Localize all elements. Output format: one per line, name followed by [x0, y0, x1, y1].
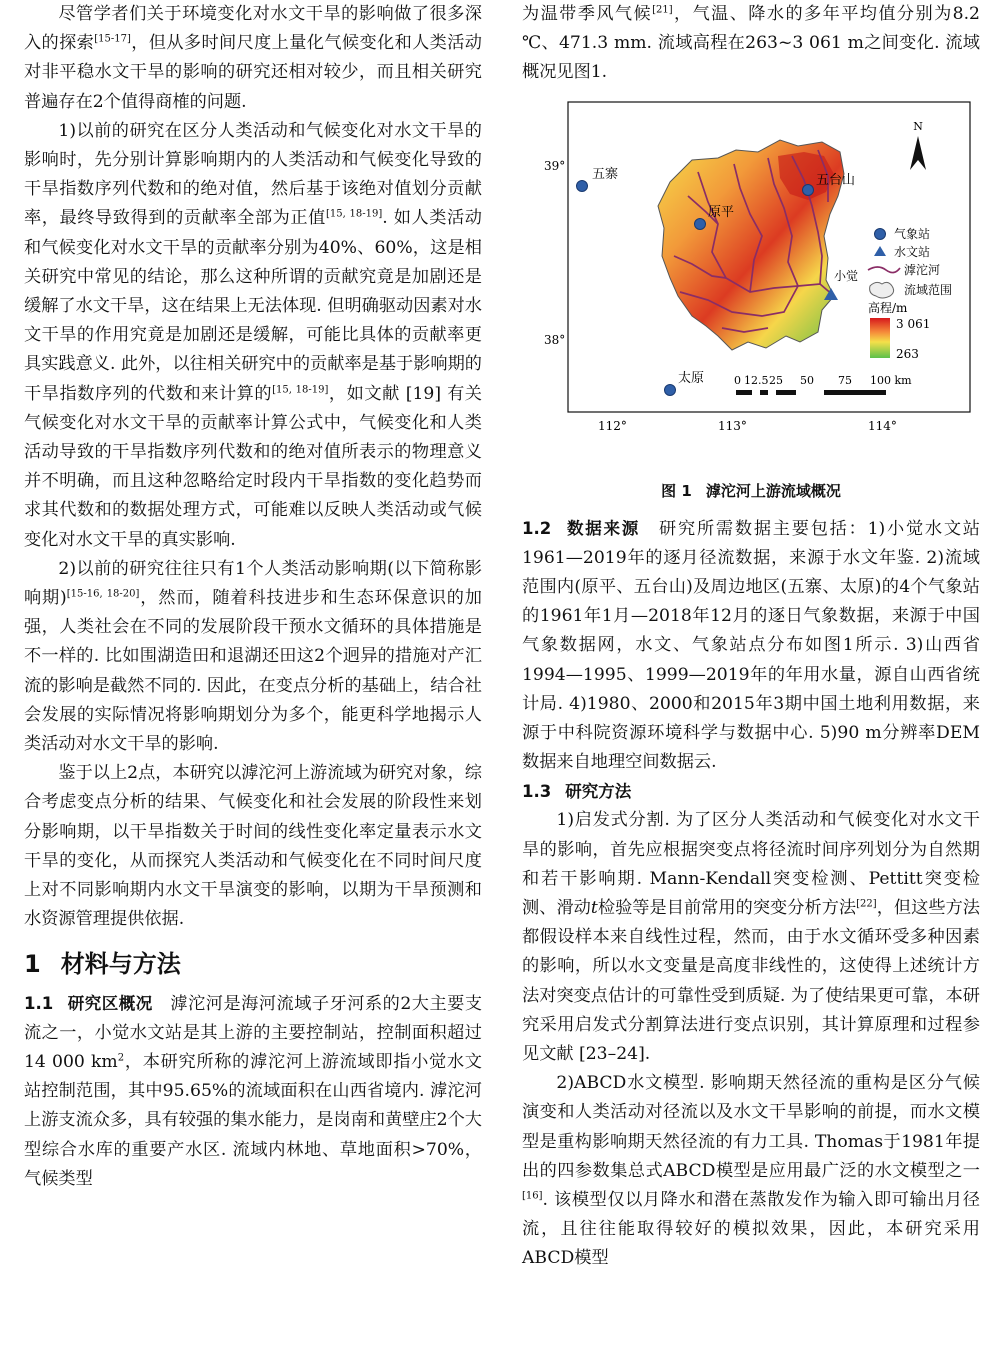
- legend-basin-label: 流域范围: [904, 282, 953, 297]
- method-one-paragraph: [522, 806, 980, 1069]
- station-wutaishan-label: 五台山: [816, 172, 856, 188]
- legend-elev-min: 263: [896, 346, 919, 361]
- scale-label: 50: [800, 373, 814, 387]
- text-run: 滹沱河是海河流域子牙河系的2大主要支流之一，小觉水文站是其上游的主要控制站，控制面积超过14 000 km: [24, 993, 483, 1072]
- left-column: [24, 0, 482, 1194]
- study-area-paragraph: [24, 989, 482, 1194]
- citation: [15, 18-19]: [325, 208, 383, 220]
- text-run: . 如人类活动和气候变化对水文干旱的贡献率分别为40%、60%，这是相关研究中常见的结论，那么这种所谓的贡献究竟是加剧还是缓解了水文干旱，这在结果上无法体现. 但明确驱动因素对水文干旱的作用究竟是加剧还是缓解，可能比具体的贡献率更具实践意义. 此外，以往相关研究中的贡献率是基于影响期的干旱指数序列的代数和来计算的: [24, 208, 482, 404]
- issue-two-paragraph: [24, 555, 482, 759]
- lon-label-112: 112°: [598, 418, 627, 433]
- lon-label-113: 113°: [718, 418, 747, 433]
- subsection-heading: [24, 994, 153, 1013]
- subsection-title: 研究区概况: [67, 993, 153, 1013]
- lon-label-114: 114°: [868, 418, 897, 433]
- section-title: 材料与方法: [60, 949, 181, 978]
- study-area-map: [522, 96, 980, 474]
- climate-paragraph: [522, 0, 980, 88]
- station-xiaojue-label: 小觉: [834, 268, 859, 283]
- text-run: ，本研究所称的滹沱河上游流域即指小觉水文站控制范围，其中95.65%的流域面积在山西省境内. 滹沱河上游支流众多，具有较强的集水能力，是岗南和黄壁庄2个大型综合水库的重要产水区. 流域内林地、草地面积>70%，气候类型: [24, 1051, 482, 1189]
- superscript: 2: [117, 1052, 125, 1064]
- text-run: ，如文献 [19] 有关气候变化对水文干旱的贡献率计算公式中，气候变化和人类活动导致的干旱指数序列代数和的绝对值所表示的物理意义并不明确，而且这种忽略给定时段内干旱指数的变化趋势而求其代数和的数据处理方式，可能难以反映人类活动或气候变化对水文干旱的真实影响.: [24, 383, 482, 550]
- subsection-title: 研究方法: [565, 782, 632, 802]
- text-run: ，但这些方法都假设样本来自线性过程，然而，由于水文循环受多种因素的影响，所以水文变量是高度非线性的，这使得上述统计方法对突变点估计的可靠性受到质疑. 为了使结果更可靠，本研究采用启发式分割算法进行变点识别，其计算原理和过程参见文献 [23–24].: [522, 898, 980, 1065]
- subsection-number: 1.2: [522, 518, 552, 538]
- text-run: 1)以前的研究在区分人类活动和气候变化对水文干旱的影响时，先分别计算影响期内的人类活动和气候变化导致的干旱指数序列代数和的绝对值，然后基于该绝对值划分贡献率，最终导致得到的贡献率全部为正值: [24, 120, 482, 229]
- text-run: 尽管学者们关于环境变化对水文干旱的影响做了很多深入的探索: [24, 4, 482, 54]
- legend-river-label: 滹沱河: [904, 262, 941, 277]
- section-heading: [24, 949, 482, 979]
- text-run: 研究所需数据主要包括：1)小觉水文站1961—2019年的逐月径流数据，来源于水文年鉴. 2)流域范围内(原平、五台山)及周边地区(五寨、太原)的4个气象站的1961年1月—2018年12月的逐日气象数据，来源于中国气象数据网，水文、气象站点分布如图1所示. 3)山西省1994—1995、1999—2019年的年用水量，源自山西省统计局. 4)1980、2000和2015年3期中国土地利用数据，来源于中科院资源环境科学与数据中心. 5)90 m分辨率DEM数据来自地理空间数据云.: [522, 518, 980, 773]
- citation: [15, 18-19]: [272, 383, 329, 395]
- citation: [15-17]: [94, 33, 131, 45]
- text-run: 检验等是目前常用的突变分析方法: [597, 898, 857, 919]
- summary-paragraph: 鉴于以上2点，本研究以滹沱河上游流域为研究对象，综合考虑变点分析的结果、气候变化和社会发展的阶段性来划分影响期，以干旱指数关于时间的线性变化率定量表示水文干旱的变化，从而探究人类活动和气候变化在不同时间尺度上对不同影响期内水文干旱演变的影响，以期为干旱预测和水资源管理提供依据.: [24, 763, 482, 930]
- subsection-heading: [522, 519, 640, 538]
- method-two-paragraph: [522, 1069, 980, 1273]
- station-wuzhai-marker: [577, 180, 588, 191]
- right-column: [522, 0, 980, 1274]
- lat-label-38: 38°: [544, 332, 566, 347]
- issue-one-paragraph: [24, 117, 482, 555]
- citation: [16]: [522, 1190, 543, 1202]
- data-source-paragraph: [522, 514, 980, 778]
- subsection-number: 1.3: [522, 782, 552, 802]
- north-label: N: [913, 119, 923, 133]
- text-run: ，然而，随着科技进步和生态环保意识的加强，人类社会在不同的发展阶段干预水文循环的具体措施是不一样的. 比如围湖造田和退湖还田这2个迥异的措施对产汇流的影响是截然不同的. 因此，在变点分析的基础上，结合社会发展的实际情况将影响期划分为多个，能更科学地揭示人类活动对水文干旱的影响.: [24, 588, 482, 755]
- legend-elev-title: 高程/m: [868, 300, 908, 315]
- legend-hydro-label: 水文站: [894, 244, 931, 259]
- intro-paragraph: [24, 0, 482, 117]
- figure-title: 滹沱河上游流域概况: [705, 481, 841, 500]
- figure-caption: [522, 480, 980, 502]
- subsection-title: 数据来源: [565, 518, 641, 538]
- station-yuanping-label: 原平: [708, 204, 735, 220]
- scale-label: 12.5: [744, 373, 769, 387]
- station-taiyuan-marker: [665, 384, 676, 395]
- station-yuanping-marker: [695, 218, 706, 229]
- text-run: ，气温、降水的多年平均值分别为8.2 ℃、471.3 mm. 流域高程在263~3 061 m之间变化. 流域概况见图1.: [522, 4, 980, 83]
- scale-label: 25: [769, 373, 783, 387]
- text-run: 为温带季风气候: [522, 4, 653, 24]
- legend-met-label: 气象站: [894, 226, 931, 241]
- lat-label-39: 39°: [544, 158, 566, 173]
- subsection-heading: [522, 777, 980, 806]
- section-number: 1: [24, 949, 41, 978]
- station-wuzhai-label: 五寨: [592, 166, 619, 182]
- legend-met-marker: [875, 228, 886, 239]
- station-taiyuan-label: 太原: [678, 370, 705, 386]
- citation: [15-16, 18-20]: [66, 588, 140, 600]
- figure-number: 图 1: [661, 481, 692, 500]
- text-run: 2)以前的研究往往只有1个人类活动影响期(以下简称影响期): [24, 558, 482, 609]
- study-area-map-figure: [522, 96, 980, 474]
- scale-label: 0: [734, 373, 741, 387]
- citation: [21]: [652, 4, 673, 16]
- station-wutaishan-marker: [803, 184, 814, 195]
- text-run: 1)启发式分割. 为了区分人类活动和气候变化对水文干旱的影响，首先应根据突变点将径流时间序列划分为自然期和若干影响期. Mann-Kendall突变检测、Pettitt突变检测、滑动: [522, 810, 980, 919]
- legend-elev-max: 3 061: [896, 316, 931, 331]
- legend-elev-ramp: [870, 318, 890, 358]
- text-run: ，但从多时间尺度上量化气候变化和人类活动对非平稳水文干旱的影响的研究还相对较少，而且相关研究普遍存在2个值得商榷的问题.: [24, 33, 482, 112]
- scale-label: 100 km: [870, 373, 912, 387]
- citation: [22]: [856, 898, 877, 910]
- text-run: 2)ABCD水文模型. 影响期天然径流的重构是区分气候演变和人类活动对径流以及水文干旱影响的前提，而水文模型是重构影响期天然径流的有力工具. Thomas于1981年提出的四参数集总式ABCD模型是应用最广泛的水文模型之一: [522, 1073, 980, 1181]
- scale-label: 75: [838, 373, 852, 387]
- text-run: . 该模型仅以月降水和潜在蒸散发作为输入即可输出月径流，且往往能取得较好的模拟效果，因此，本研究采用ABCD模型: [522, 1190, 980, 1269]
- subsection-number: 1.1: [24, 993, 54, 1013]
- italic-t: t: [590, 898, 598, 919]
